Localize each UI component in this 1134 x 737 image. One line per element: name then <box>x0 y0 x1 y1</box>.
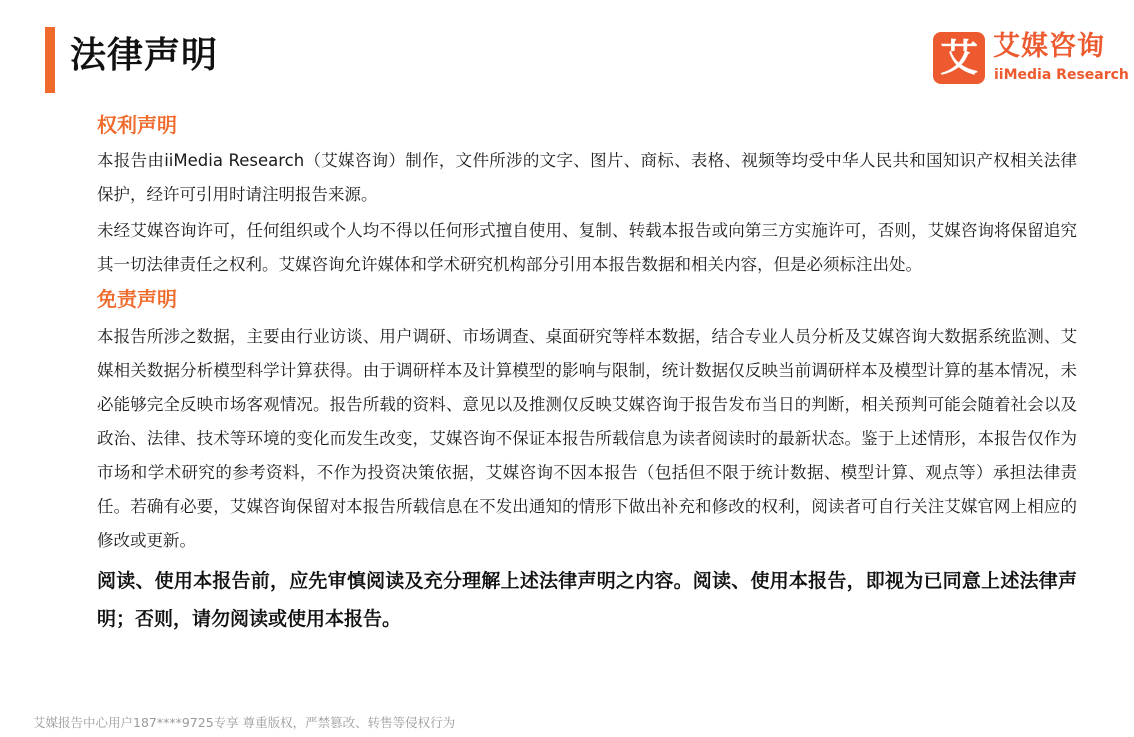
disclaimer-heading: 免责声明 <box>97 287 177 311</box>
logo-name-cn: 艾媒咨询 <box>993 31 1105 62</box>
footer-copyright-notice: 艾媒报告中心用户187****9725专享 尊重版权，严禁篡改、转售等侵权行为 <box>33 715 456 730</box>
logo-name-en: iiMedia Research <box>994 67 1129 83</box>
rights-paragraph-2: 未经艾媒咨询许可，任何组织或个人均不得以任何形式擅自使用、复制、转载本报告或向第三方实施许可，否则，艾媒咨询将保留追究其一切法律责任之权利。艾媒咨询允许媒体和学术研究机构部分引用本报告数据和相关内容，但是必须标注出处。 <box>97 221 1077 274</box>
disclaimer-paragraph: 本报告所涉之数据，主要由行业访谈、用户调研、市场调查、桌面研究等样本数据，结合专业人员分析及艾媒咨询大数据系统监测、艾媒相关数据分析模型科学计算获得。由于调研样本及计算模型的影响与限制，统计数据仅反映当前调研样本及模型计算的基本情况，未必能够完全反映市场客观情况。报告所载的资料、意见以及推测仅反映艾媒咨询于报告发布当日的判断，相关预判可能会随着社会以及政治、法律、技术等环境的变化而发生改变，艾媒咨询不保证本报告所载信息为读者阅读时的最新状态。鉴于上述情形，本报告仅作为市场和学术研究的参考资料，不作为投资决策依据，艾媒咨询不因本报告（包括但不限于统计数据、模型计算、观点等）承担法律责任。若确有必要，艾媒咨询保留对本报告所载信息在不发出通知的情形下做出补充和修改的权利，阅读者可自行关注艾媒官网上相应的修改或更新。 <box>97 327 1077 550</box>
rights-heading: 权利声明 <box>97 113 177 137</box>
page-title: 法律声明 <box>70 35 219 76</box>
brand-logo <box>933 31 1129 87</box>
rights-paragraph-1: 本报告由iiMedia Research（艾媒咨询）制作，文件所涉的文字、图片、商标、表格、视频等均受中华人民共和国知识产权相关法律保护，经许可引用时请注明报告来源。 <box>97 151 1077 204</box>
logo-mark-icon: 艾 <box>933 32 985 84</box>
title-accent-bar <box>45 27 55 93</box>
closing-statement: 阅读、使用本报告前，应先审慎阅读及充分理解上述法律声明之内容。阅读、使用本报告，即视为已同意上述法律声明；否则，请勿阅读或使用本报告。 <box>97 570 1077 630</box>
legal-content <box>97 108 1077 638</box>
